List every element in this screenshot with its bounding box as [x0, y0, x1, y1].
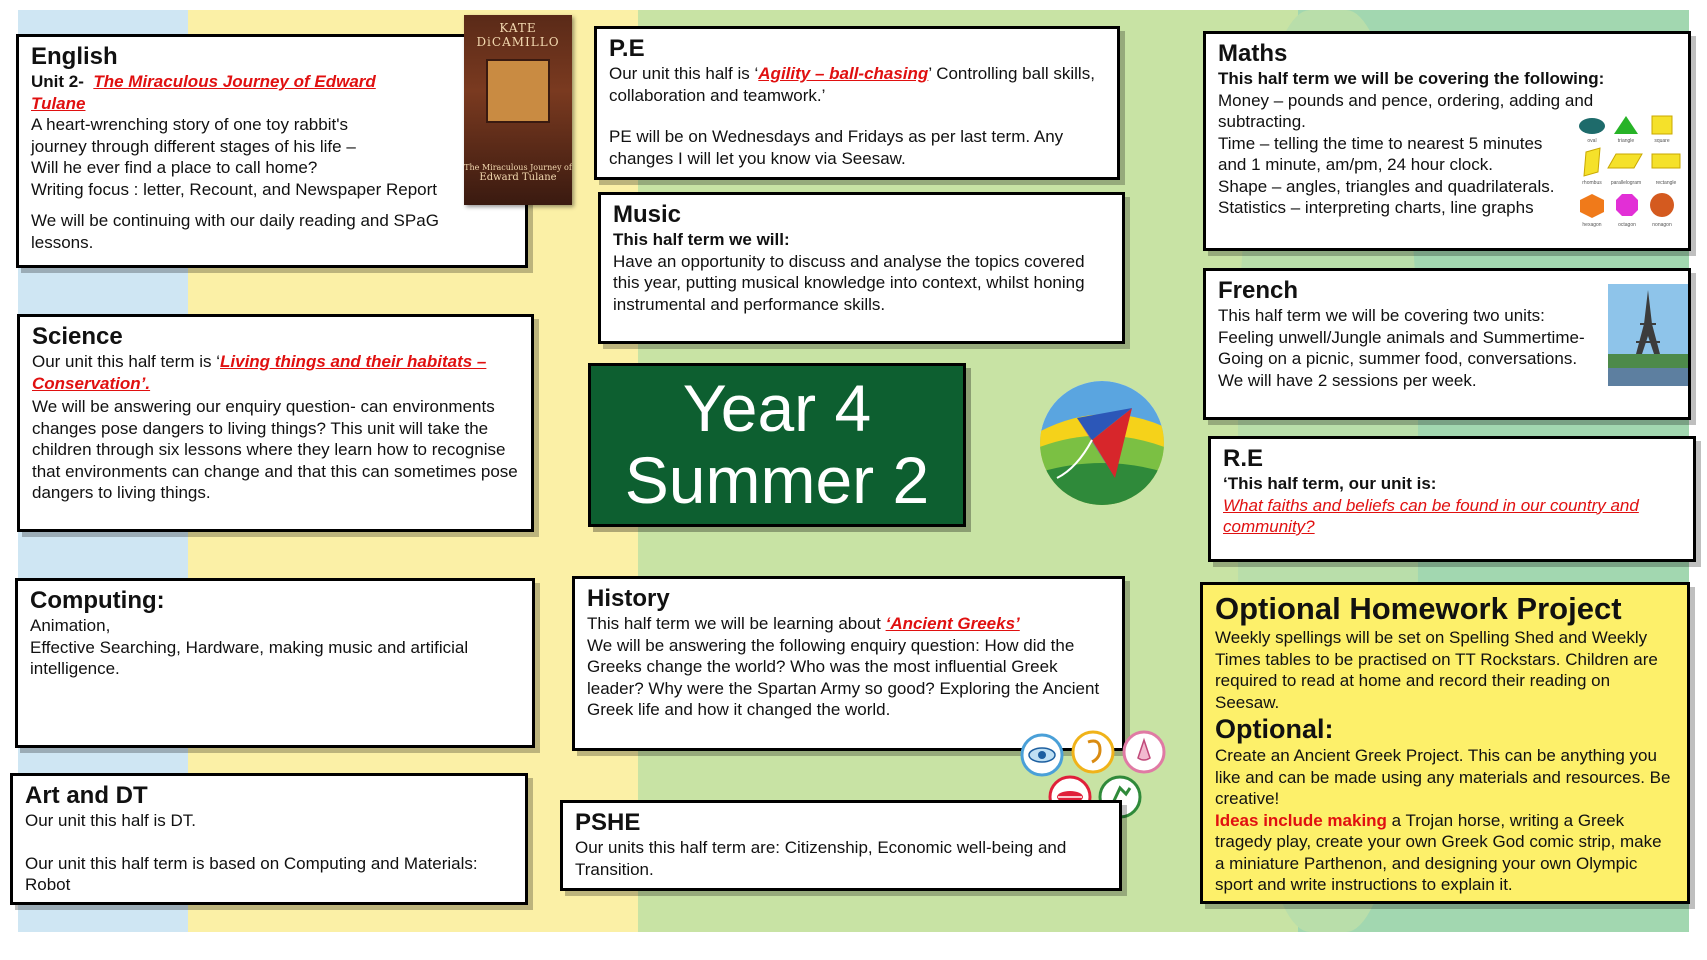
history-panel: [572, 576, 1125, 751]
history-unit-name: ‘Ancient Greeks’: [885, 614, 1020, 633]
pe-footer: PE will be on Wednesdays and Fridays as per last term. Any changes I will let you know via Seesaw.: [609, 127, 1064, 168]
label-triangle: triangle: [1617, 138, 1635, 144]
re-panel: [1208, 436, 1696, 562]
pshe-title: PSHE: [575, 809, 641, 836]
english-footer: We will be continuing with our daily reading and SPaG lessons.: [31, 211, 439, 252]
homework-intro: Weekly spellings will be set on Spelling Shed and Weekly Times tables to be practised on TT Rockstars. Children are required to read at home and record their reading on Seesaw.: [1215, 628, 1658, 712]
art-line-1: Our unit this half is DT.: [25, 811, 197, 830]
book-cover-image: [464, 15, 572, 205]
music-subtitle: This half term we will:: [613, 230, 790, 249]
rhombus-shape: [1584, 148, 1600, 176]
octagon-shape: [1616, 194, 1638, 216]
shapes-chart: [1574, 112, 1684, 228]
label-nonagon: nonagon: [1652, 222, 1672, 228]
science-intro-text: Our unit this half term is ‘: [32, 352, 221, 371]
book-title-2: Edward Tulane: [479, 172, 557, 183]
maths-title: Maths: [1218, 40, 1288, 67]
pshe-panel: [560, 800, 1122, 891]
science-intro: [32, 351, 519, 394]
homework-optional-label: Optional:: [1215, 714, 1334, 744]
history-intro-text: This half term we will be learning about: [587, 614, 886, 633]
english-line-1: A heart-wrenching story of one toy rabbit's: [31, 115, 348, 134]
french-line-3: We will have 2 sessions per week.: [1218, 370, 1477, 390]
label-rectangle: rectangle: [1655, 180, 1677, 186]
homework-ideas-label: Ideas include making: [1215, 810, 1387, 830]
history-body: We will be answering the following enquiry question: How did the Greeks change the world? Who was the most influential Greek leader? Why were the Spartan Army so good? Exploring the Ancient Greek life and how it changed the world.: [587, 635, 1100, 719]
label-rhombus: rhombus: [1582, 180, 1602, 186]
maths-subtitle: This half term we will be covering the following:: [1218, 69, 1605, 88]
year-term-banner: [588, 363, 966, 527]
maths-line-1: Money – pounds and pence, ordering, adding and subtracting.: [1218, 90, 1594, 131]
homework-title: Optional Homework Project: [1215, 591, 1622, 626]
shapes-chart-graphic: [1574, 112, 1684, 228]
nonagon-shape: [1650, 193, 1674, 217]
pshe-body: Our units this half term are: Citizenship, Economic well-being and Transition.: [575, 838, 1067, 879]
pe-intro-text: Our unit this half is ‘: [609, 64, 759, 83]
french-line-2: Feeling unwell/Jungle animals and Summertime- Going on a picnic, summer food, conversations.: [1218, 327, 1585, 368]
eye-icon: [1022, 735, 1062, 775]
label-octagon: octagon: [1618, 222, 1636, 228]
term-label: Summer 2: [624, 443, 930, 517]
art-title: Art and DT: [25, 782, 148, 809]
maths-line-4: Statistics – interpreting charts, line graphs: [1218, 198, 1534, 217]
history-title: History: [587, 585, 670, 612]
hexagon-shape: [1580, 194, 1604, 218]
rectangle-shape: [1652, 154, 1680, 168]
book-title-1: The Miraculous Journey of: [464, 163, 572, 172]
french-title: French: [1218, 277, 1299, 304]
kite-logo-icon: [1037, 378, 1167, 508]
pe-after-text: ’ Controlling ball skills, collaboration and teamwork.’: [609, 64, 1095, 105]
english-unit: [31, 71, 425, 114]
science-title: Science: [32, 323, 123, 350]
ear-icon: [1073, 732, 1113, 772]
computing-panel: [15, 578, 535, 748]
pe-intro: [609, 63, 1105, 106]
music-panel: [598, 192, 1125, 344]
science-unit-name: Living things and their habitats – Conservation’.: [32, 352, 487, 393]
english-unit-name: The Miraculous Journey of Edward Tulane: [31, 72, 376, 113]
homework-ideas-text: a Trojan horse, writing a Greek tragedy play, create your own Greek God comic strip, make a miniature Parthenon, and designing your own Olympic sport and write instructions to explain it.: [1215, 810, 1662, 894]
label-hexagon: hexagon: [1582, 222, 1602, 228]
maths-line-2: Time – telling the time to nearest 5 minutes and 1 minute, am/pm, 24 hour clock.: [1218, 133, 1543, 174]
label-parallelogram: parallelogram: [1610, 180, 1642, 186]
music-title: Music: [613, 201, 682, 228]
pe-unit-name: Agility – ball-chasing: [758, 64, 929, 83]
book-author: KATE DiCAMILLO: [476, 21, 560, 49]
art-line-2: Our unit this half term is based on Computing and Materials: Robot: [25, 853, 478, 894]
book-window: [486, 59, 550, 123]
english-panel: [16, 34, 528, 268]
eiffel-tower-image: [1608, 284, 1688, 386]
science-body: We will be answering our enquiry question- can environments changes pose dangers to living things? This unit will take the children through six lessons where they learn how to recognise that environments can change and that this can sometimes pose dangers to living things.: [32, 397, 518, 502]
maths-line-3: Shape – angles, triangles and quadrilaterals.: [1218, 176, 1555, 196]
label-square: square: [1654, 138, 1670, 144]
computing-title: Computing:: [30, 587, 165, 614]
homework-project: Create an Ancient Greek Project. This can be anything you like and can be made using any materials and resources. Be creative!: [1215, 746, 1671, 808]
year-label: Year 4: [682, 371, 872, 445]
computing-line-1: Animation,: [30, 616, 111, 635]
homework-ideas: [1215, 810, 1675, 896]
pe-panel: [594, 26, 1120, 180]
art-panel: [10, 773, 528, 905]
label-oval: oval: [1587, 138, 1597, 144]
oval-shape: [1579, 118, 1605, 134]
english-title: English: [31, 43, 118, 70]
pe-title: P.E: [609, 35, 645, 62]
nose-icon: [1124, 732, 1164, 772]
parallelogram-shape: [1608, 154, 1642, 168]
computing-line-2: Effective Searching, Hardware, making music and artificial intelligence.: [30, 637, 469, 678]
re-subtitle: ‘This half term, our unit is:: [1223, 474, 1437, 493]
french-line-1: This half term we will be covering two units:: [1218, 306, 1545, 325]
history-intro: [587, 613, 1110, 635]
english-line-2: journey through different stages of his life –: [31, 136, 356, 156]
english-line-3: Will he ever find a place to call home?: [31, 158, 318, 177]
triangle-shape: [1614, 116, 1638, 134]
square-shape: [1652, 116, 1672, 134]
music-body: Have an opportunity to discuss and analyse the topics covered this year, putting musical knowledge into context, whilst honing instrumental and performance skills.: [613, 251, 1085, 314]
science-panel: [17, 314, 534, 532]
re-unit-name: What faiths and beliefs can be found in our country and community?: [1223, 495, 1639, 536]
homework-panel: [1200, 582, 1690, 904]
english-line-4: Writing focus : letter, Recount, and Newspaper Report: [31, 179, 437, 199]
re-title: R.E: [1223, 445, 1264, 472]
english-unit-prefix: Unit 2-: [31, 72, 84, 91]
